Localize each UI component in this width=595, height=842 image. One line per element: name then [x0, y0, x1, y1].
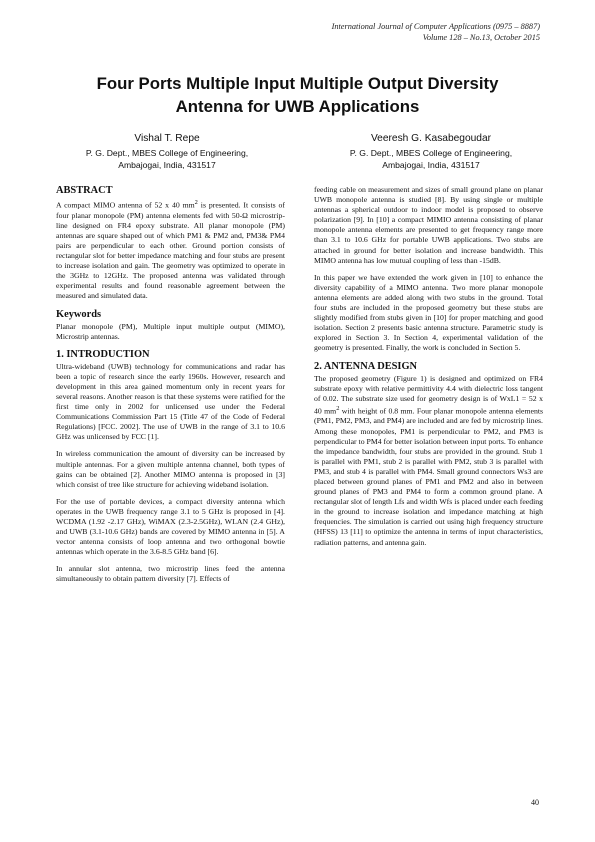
keywords-heading: Keywords	[56, 308, 102, 320]
superscript: 2	[194, 199, 198, 206]
author-location: Ambajogai, India, 431517	[382, 160, 480, 170]
abstract-heading: ABSTRACT	[56, 185, 113, 196]
title-line-1: Four Ports Multiple Input Multiple Output Diversity	[96, 74, 499, 93]
author-name: Vishal T. Repe	[134, 133, 200, 144]
journal-header	[332, 21, 540, 43]
intro-paragraph: In this paper we have extended the work given in [10] to enhance the diversity capability of a MIMO antenna. Two more planar monopole antenna elements are added along with two stubs in the ground. Total four stubs are included in the proposed geometry but these stubs are slightly modified from stubs given in [10] for proper matching and good isolation. Section 2 presents basic antenna structure. Parametric study is explored in Section 3. In Section 4, experimental validation of the geometry is presented. Finally, the work is concluded in Section 5.	[314, 272, 543, 353]
left-column	[56, 185, 285, 592]
author-block-1	[57, 132, 277, 171]
journal-volume: Volume 128 – No.13, October 2015	[422, 33, 540, 42]
abstract-text: A compact MIMO antenna of 52 x 40 $mm^2$ is presented. It consists of four planar monopole (PM) antenna elements fed with 50-Ω microstrip-line designed on FR4 epoxy substrate. All planar monopole (PM) antennas are square shaped out of which PM1 & PM2 and, PM3& PM4 pairs are perpendicular to each other. Ground portion consists of rectangular slot for better impedance matching and four stubs are present to increase isolation and gain. The geometry was optimized to operate in the 3GHz to 12GHz. The proposed antenna was validated through experimental results and found reasonable agreement between the measured and simulated data.	[56, 199, 285, 301]
keywords-text: Planar monopole (PM), Multiple input multiple output (MIMO), Microstrip antennas.	[56, 321, 285, 341]
author-affiliation: P. G. Dept., MBES College of Engineering,	[85, 148, 249, 158]
paper-title	[60, 72, 535, 118]
author-block-2	[321, 132, 541, 171]
author-affiliation: P. G. Dept., MBES College of Engineering,	[349, 148, 513, 158]
intro-paragraph: In wireless communication the amount of diversity can be increased by multiple antennas. For a given multiple antenna channel, both types of gains can be obtained [2]. Another MIMO antenna is proposed in [3] which consist of tree like structure for achieving wideband isolation.	[56, 449, 285, 489]
intro-paragraph: feeding cable on measurement and sizes of small ground plane on planar UWB monopole antenna is studied [8]. By using single or multiple antennas a spherical outdoor to indoor model is proposed to observe polarization [9]. In [10] a compact MIMIO antenna consisting of planar monopole antenna elements are presented to get frequency range more than 3.1 to 10.6 GHz for portable UWB applications. Two stubs are attached in ground for better isolation and increase bandwidth. This MIMO antenna has low mutual coupling of less than -15dB.	[314, 185, 543, 265]
author-location: Ambajogai, India, 431517	[118, 160, 216, 170]
right-column	[314, 185, 543, 555]
page-number: 40	[531, 798, 539, 807]
superscript: 2	[336, 404, 340, 412]
intro-paragraph: Ultra-wideband (UWB) technology for communications and radar has been a topic of research since the early 1960s. However, research and development in this area gained momentum only in recent years for several reasons. Another reason is that these systems were ratified for the first time only in 2002 for unlicensed use under the Federal Communications Commission Part 15 (Title 47 of the Code of Federal Regulations) [FCC. 2002]. The use of UWB in the range of 3.1 to 10.6 GHz was unlicensed by FCC [1].	[56, 361, 285, 442]
journal-name: International Journal of Computer Applications (0975 – 8887)	[331, 22, 540, 31]
intro-paragraph: For the use of portable devices, a compact diversity antenna which operates in the UWB frequency range 3.1 to 5 GHz is proposed in [4]. WCDMA (1.92 -2.17 GHz), WiMAX (2.3-2.5GHz), WLAN (2.4 GHz), and UWB (3.1-10.6 GHz) bands are covered by MIMO antenna in [5]. A vector antenna consists of loop antenna and two orthogonal bowtie antennas which operate in the 3.6-8.5 GHz band [6].	[56, 496, 285, 557]
title-line-2: Antenna for UWB Applications	[175, 97, 420, 116]
section-heading-introduction: 1. INTRODUCTION	[56, 348, 150, 360]
antenna-design-text: The proposed geometry (Figure 1) is designed and optimized on FR4 substrate epoxy with relative permittivity 4.4 with dielectric loss tangent of 0.02. The substrate size used for geometry design is of WxL1 = 52 x 40 $mm^2$ with height of 0.8 mm. Four planar monopole antenna elements (PM1, PM2, PM3, and PM4) are included and are fed by microstrip lines. Among these monopoles, PM1 is perpendicular to PM2, and PM3 is perpendicular to PM4 for better isolation between input ports. To enhance the impedance bandwidth, four stubs are provided in the ground. Stub 1 is parallel with PM1, stub 2 is parallel with PM2, stub 3 is parallel with PM3, and stub 4 is parallel with PM4. Small ground connectors Ws3 are placed between ground planes of PM1 and PM2 and also in between ground planes of PM3 and PM4 to form a common ground plane. A rectangular slot of length Lfs and width Wfs is placed under each feeding in the ground to increase isolation and impedance matching at high frequencies. The simulation is carried out using high frequency structure (HFSS) 13 [11] to optimize the antenna in terms of input characteristics, radiation patterns, and antenna gain.	[314, 373, 544, 547]
intro-paragraph: In annular slot antenna, two microstrip lines feed the antenna simultaneously to obtain pattern diversity [7]. Effects of	[56, 564, 285, 584]
section-heading-antenna-design: 2. ANTENNA DESIGN	[314, 360, 418, 372]
author-name: Veeresh G. Kasabegoudar	[370, 133, 492, 144]
